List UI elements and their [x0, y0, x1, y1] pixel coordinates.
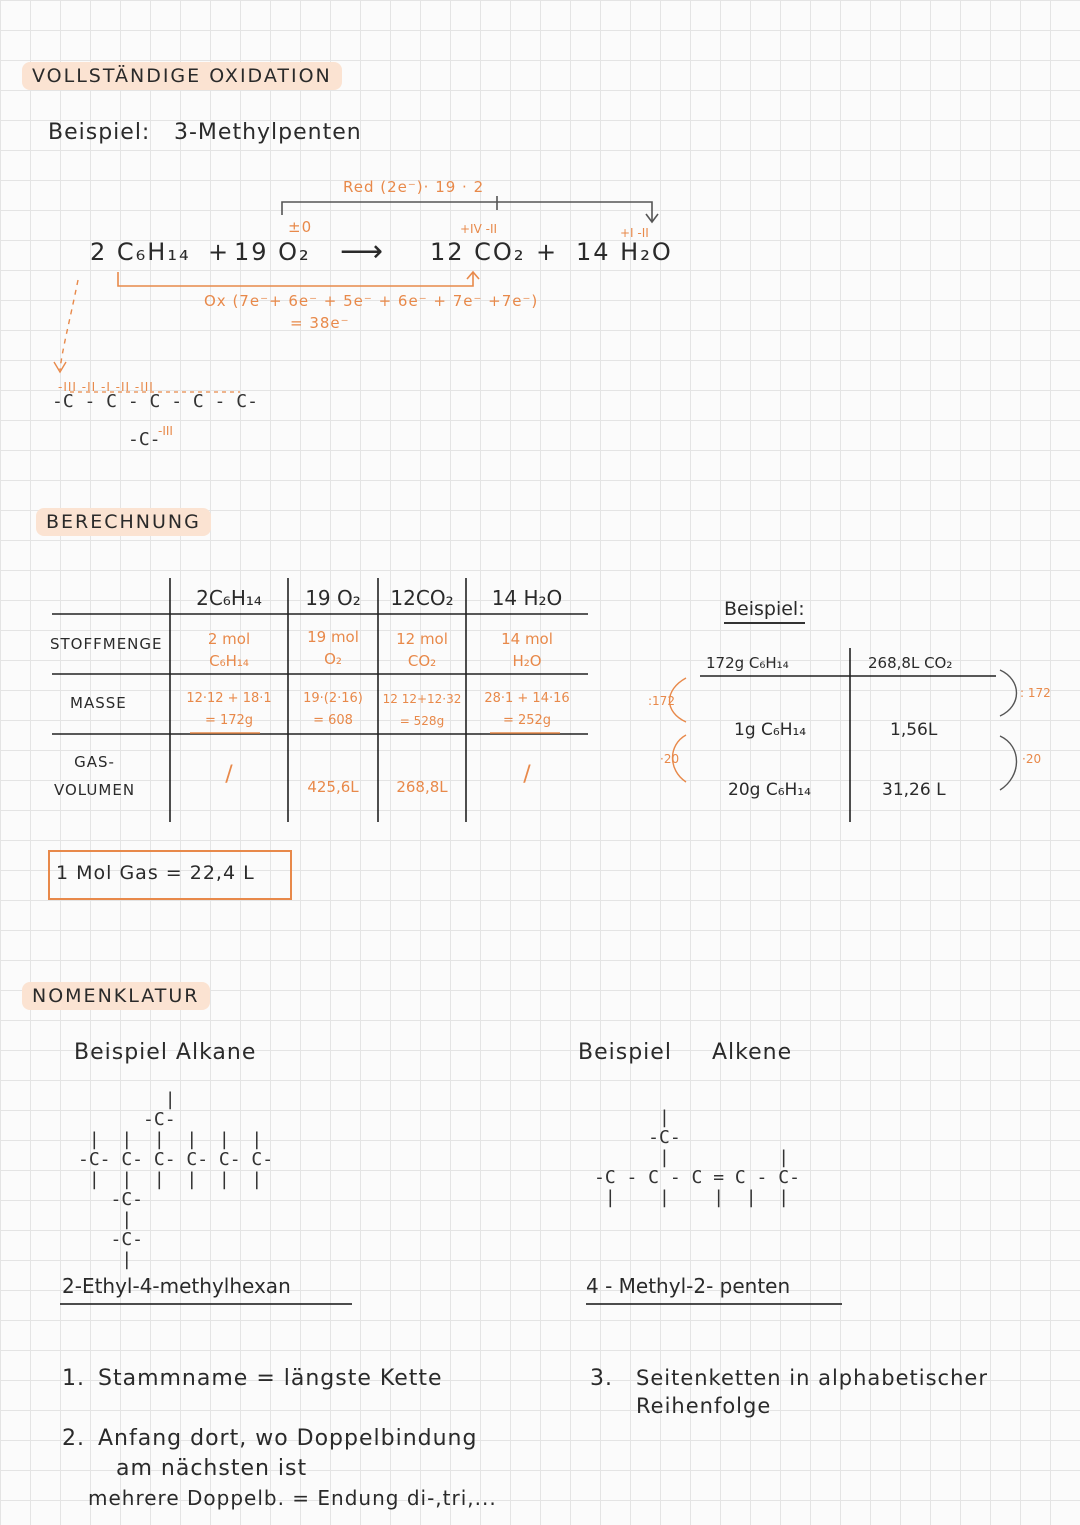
ox-state-h2o: +I -II	[620, 226, 649, 240]
cell-masse-oxygen: 19·(2·16) = 608	[303, 691, 363, 728]
plus-sign-2: +	[536, 238, 559, 266]
alkene-structure: | -C- | | -C - C - C = C - C- | | | | |	[594, 1107, 800, 1208]
side-row1-left: 1g C₆H₁₄	[734, 720, 807, 740]
alkane-example-label: Beispiel Alkane	[74, 1040, 257, 1065]
mol-gas-note: 1 Mol Gas = 22,4 L	[56, 862, 255, 884]
ox-state-co2: +IV -II	[460, 222, 498, 236]
oxidation-total: = 38e⁻	[290, 314, 350, 332]
reaction-arrow-icon: ⟶	[340, 234, 386, 269]
rule3-number: 3.	[590, 1366, 613, 1391]
cell-masse-hexane: 12·12 + 18·1 = 172g	[186, 691, 272, 728]
col-head-co2: 12CO₂	[390, 586, 454, 610]
side-example-label: Beispiel:	[724, 598, 805, 624]
ox-state-o2: ±0	[288, 218, 313, 236]
reactant-oxygen: 19 O₂	[234, 238, 311, 266]
chain-branch-state: -III	[158, 424, 173, 438]
rule3-line2: Reihenfolge	[636, 1394, 772, 1418]
alkene-example-label-1: Beispiel	[578, 1040, 672, 1065]
side-row2-right: 31,26 L	[882, 780, 946, 800]
cell-stoffmenge-water: 14 mol H₂O	[501, 630, 553, 670]
side-div-right: : 172	[1020, 686, 1051, 700]
col-head-water: 14 H₂O	[491, 586, 563, 610]
cell-stoffmenge-co2: 12 mol CO₂	[396, 630, 448, 670]
rule2-line1: Anfang dort, wo Doppelbindung	[98, 1426, 478, 1451]
oxidation-label: Ox (7e⁻+ 6e⁻ + 5e⁻ + 6e⁻ + 7e⁻ +7e⁻)	[204, 292, 539, 310]
product-water: 14 H₂O	[576, 238, 673, 266]
col-head-oxygen: 19 O₂	[305, 586, 361, 610]
calculation-heading: BERECHNUNG	[36, 508, 211, 536]
rule1-number: 1.	[62, 1366, 85, 1391]
alkene-name: 4 - Methyl-2- penten	[586, 1274, 791, 1298]
chain-branch: -C-	[128, 429, 161, 450]
example-label: Beispiel:	[48, 120, 151, 145]
cell-gas-co2: 268,8L	[396, 778, 448, 796]
cell-stoffmenge-oxygen: 19 mol O₂	[307, 628, 359, 668]
alkane-structure: | -C- | | | | | | -C- C- C- C- C- C- | | | | | | -C- | -C- |	[78, 1089, 274, 1270]
alkene-example-label-2: Alkene	[712, 1040, 793, 1065]
side-div-left: :172	[648, 694, 675, 708]
rule3-line1: Seitenketten in alphabetischer	[636, 1366, 988, 1390]
col-head-hexane: 2C₆H₁₄	[196, 586, 262, 610]
cell-gas-water: /	[523, 762, 531, 787]
side-mul-left: ·20	[660, 752, 680, 766]
row-label-masse: MASSE	[70, 694, 127, 712]
cell-masse-water: 28·1 + 14·16 = 252g	[484, 691, 570, 728]
cell-gas-hexane: /	[225, 762, 233, 787]
product-co2: 12 CO₂	[430, 238, 526, 266]
example-name: 3-Methylpenten	[174, 120, 362, 145]
cell-gas-oxygen: 425,6L	[307, 778, 359, 796]
row-label-stoffmenge: STOFFMENGE	[50, 635, 163, 653]
side-col2-head: 268,8L CO₂	[868, 654, 953, 672]
chain-ox-states: -III -II -I -II -III	[58, 380, 154, 394]
nomenclature-heading: NOMENKLATUR	[22, 982, 210, 1010]
alkane-name: 2-Ethyl-4-methylhexan	[62, 1274, 291, 1298]
rule2-line3: mehrere Doppelb. = Endung di-,tri,...	[88, 1486, 497, 1510]
rule2-number: 2.	[62, 1426, 85, 1451]
side-row2-left: 20g C₆H₁₄	[728, 780, 811, 800]
rule1-text: Stammname = längste Kette	[98, 1366, 443, 1391]
oxidation-heading: VOLLSTÄNDIGE OXIDATION	[22, 62, 342, 90]
row-label-gasvolumen: GAS- VOLUMEN	[54, 753, 136, 799]
chain-main: -C - C - C - C - C-	[52, 391, 258, 412]
plus-sign: +	[208, 238, 231, 266]
reduction-label: Red (2e⁻)· 19 · 2	[343, 178, 485, 196]
reactant-hexane: 2 C₆H₁₄	[90, 238, 191, 266]
cell-stoffmenge-hexane: 2 mol C₆H₁₄	[207, 630, 251, 670]
cell-masse-co2: 12 12+12·32 = 528g	[382, 692, 462, 728]
side-col1-head: 172g C₆H₁₄	[706, 654, 789, 672]
side-row1-right: 1,56L	[890, 720, 938, 740]
side-mul-right: ·20	[1022, 752, 1042, 766]
rule2-line2: am nächsten ist	[116, 1456, 308, 1481]
